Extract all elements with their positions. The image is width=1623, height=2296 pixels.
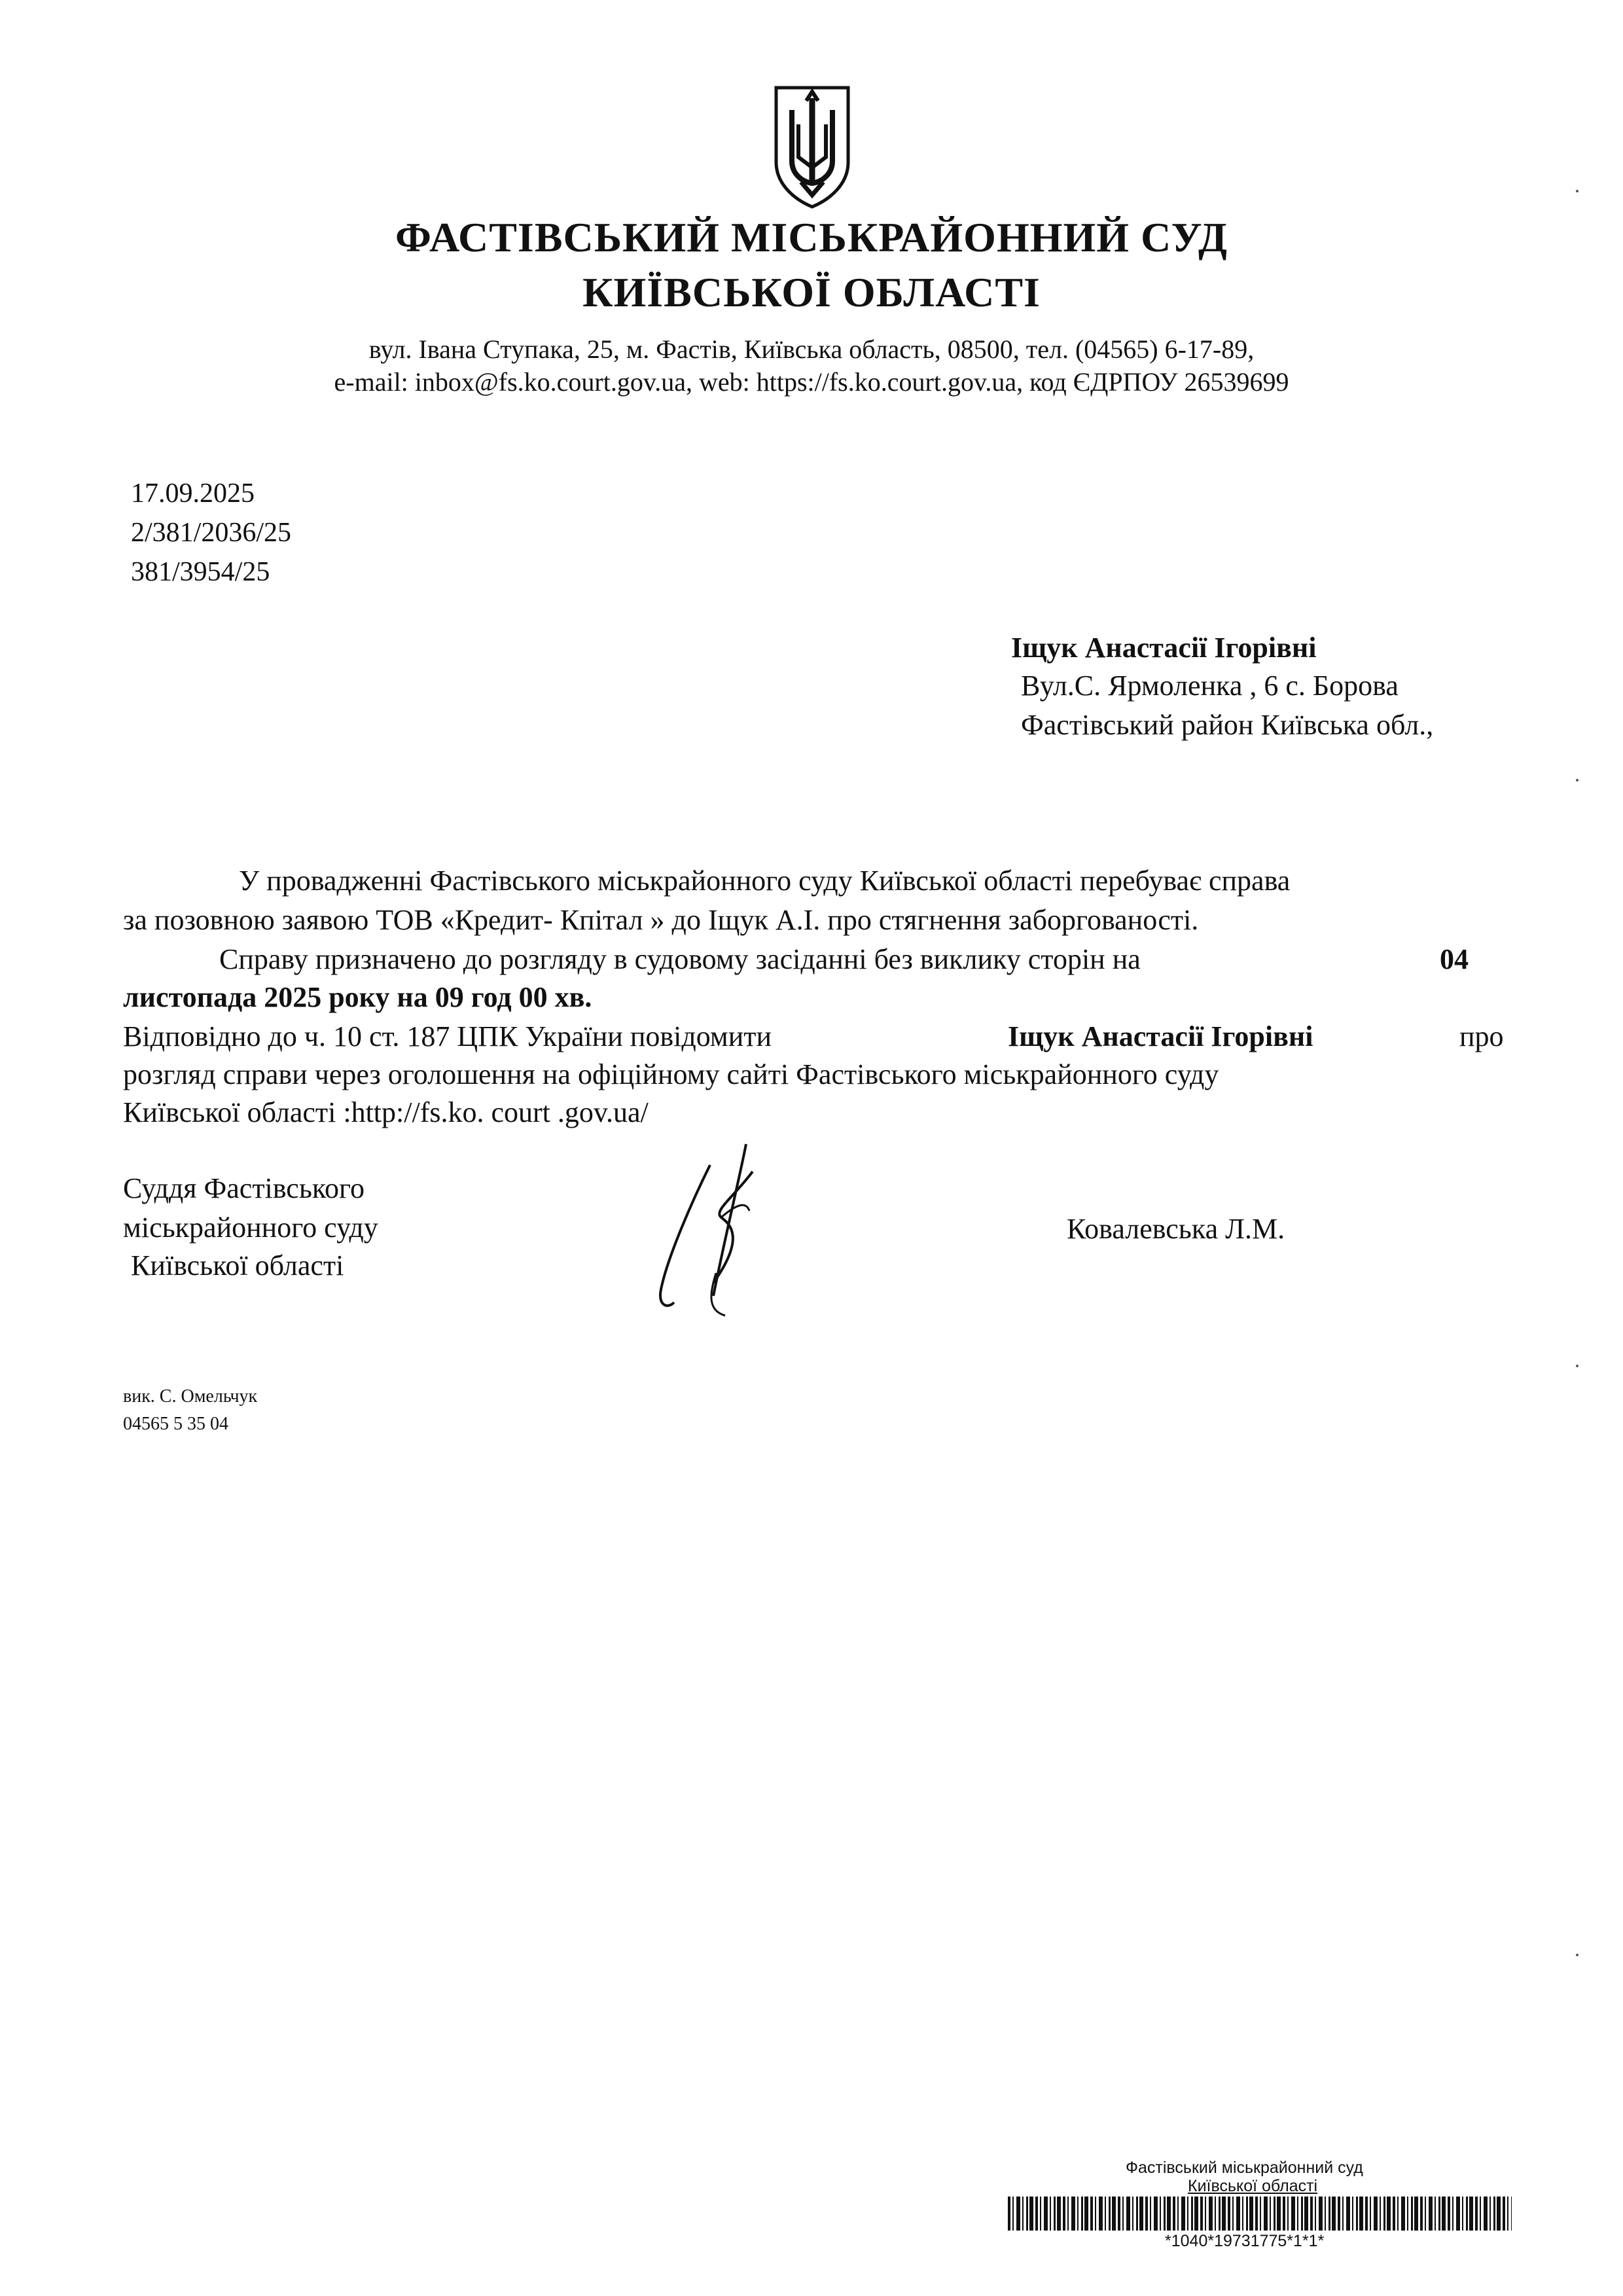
court-contacts-line2: e-mail: inbox@fs.ko.court.gov.ua, web: https://fs.ko.court.gov.ua, код ЄДРПОУ 26539699 [334,367,1289,397]
recipient-street: Вул.С. Ярмоленка , 6 с. Борова [1021,670,1399,702]
coat-of-arms-icon [772,84,852,209]
paragraph-3-line-3: Київської області :http://fs.ko. court .gov.ua/ [123,1096,649,1128]
executor-name: вик. С. Омельчук [123,1386,258,1407]
handwritten-signature [648,1139,805,1322]
court-address-line1: вул. Івана Ступака, 25, м. Фастів, Київська область, 08500, тел. (04565) 6-17-89, [368,334,1255,364]
paragraph-3-line-1: Відповідно до ч. 10 ст. 187 ЦПК України повідомити [123,1020,772,1052]
judge-name: Ковалевська Л.М. [1067,1213,1285,1245]
document-date: 17.09.2025 [131,478,255,509]
reference-number: 381/3954/25 [131,557,270,587]
case-number: 2/381/2036/25 [131,518,292,548]
registration-barcode [1008,2197,1512,2231]
paragraph-1-line-2: за позовною заявою ТОВ «Кредит- Кпітал » до Іщук А.І. про стягнення заборгованості. [123,904,1199,936]
paragraph-3-recipient-name: Іщук Анастасії Ігорівні [1008,1020,1313,1052]
hearing-day: 04 [1440,943,1469,975]
paragraph-3-line-2: розгляд справи через оголошення на офіційному сайті Фастівського міськрайонного суду [123,1058,1219,1090]
court-name-line1: ФАСТІВСЬКИЙ МІСЬКРАЙОННИЙ СУД [395,214,1228,260]
court-name-line2: КИЇВСЬКОЇ ОБЛАСТІ [582,269,1041,315]
stamp-court-name: Фастівський міськрайонний суд [1126,2159,1363,2177]
stamp-region: Київської області [1188,2177,1318,2195]
scan-speck [1576,190,1578,192]
paragraph-1-line-1: У провадженні Фастівського міськрайонного суду Київської області перебуває справа [239,865,1291,897]
paragraph-2-line-1: Справу призначено до розгляду в судовому засіданні без виклику сторін на [219,943,1141,975]
judge-title-line2: міськрайонного суду [123,1211,378,1244]
scan-speck [1576,1365,1578,1367]
executor-phone: 04565 5 35 04 [123,1414,228,1434]
recipient-district: Фастівський район Київська обл., [1021,709,1434,741]
judge-title-line1: Суддя Фастівського [123,1172,365,1204]
paragraph-3-pro: про [1459,1020,1504,1052]
hearing-datetime: листопада 2025 року на 09 год 00 хв. [123,981,592,1013]
judge-title-line3: Київської області [131,1249,344,1282]
barcode-text: *1040*19731775*1*1* [1165,2232,1325,2250]
recipient-name: Іщук Анастасії Ігорівні [1011,632,1317,664]
scan-speck [1576,779,1578,781]
scan-speck [1576,1954,1578,1956]
